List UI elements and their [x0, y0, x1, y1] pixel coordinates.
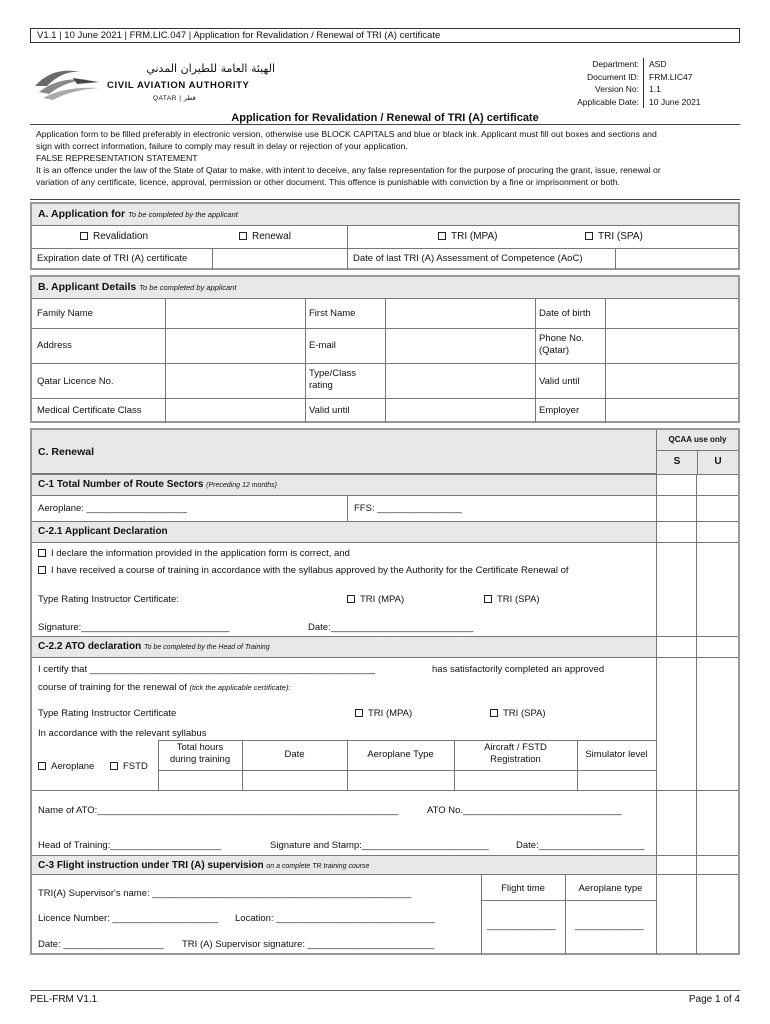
section-a-header	[32, 204, 738, 226]
supervisor-signature-field[interactable]: TRI (A) Supervisor signature: ________________________	[182, 939, 435, 950]
ato-date-field[interactable]: Date:____________________	[516, 840, 645, 851]
aeroplane-type-header-c3: Aeroplane type	[578, 883, 643, 894]
course-text	[38, 682, 290, 693]
tri-mpa-checkbox[interactable]	[438, 231, 497, 242]
licence-number-field[interactable]: Licence Number: ____________________	[38, 913, 219, 924]
caa-emblem-icon	[33, 64, 103, 102]
ato-number-field[interactable]: ATO No.______________________________	[427, 805, 622, 816]
aeroplane-sectors-field[interactable]: Aeroplane: ___________________	[38, 503, 187, 514]
tri-certificate-label-2: Type Rating Instructor Certificate	[38, 708, 177, 719]
c3-date-field[interactable]: Date: ___________________	[38, 939, 164, 950]
meta-value: 10 June 2021	[649, 96, 701, 107]
phone-label-line: (Qatar)	[539, 345, 570, 356]
type-label-line: rating	[309, 380, 333, 391]
qcaa-use-only	[656, 430, 738, 474]
renewal-checkbox[interactable]	[239, 231, 291, 242]
phone-label	[539, 333, 584, 357]
course-label: course of training for the renewal of	[38, 682, 187, 693]
aoc-label: Date of last TRI (A) Assessment of Competence (AoC)	[353, 253, 583, 264]
caa-logo	[33, 62, 273, 104]
section-note: To be completed by applicant	[139, 283, 237, 292]
valid-until-label: Valid until	[539, 376, 580, 387]
section-note: To be completed by the applicant	[128, 210, 238, 219]
checkbox-label: Revalidation	[93, 231, 149, 242]
heading-note: (Preceding 12 months)	[206, 482, 277, 489]
section-title: A. Application for	[38, 208, 126, 220]
document-meta	[567, 58, 719, 108]
head-of-training-field[interactable]: Head of Training:_____________________	[38, 840, 222, 851]
intro-line: FALSE REPRESENTATION STATEMENT	[36, 153, 198, 163]
type-rating-label	[309, 368, 356, 392]
tri-spa-checkbox[interactable]	[585, 231, 643, 242]
ato-name-field[interactable]: Name of ATO:_________________________________________________________	[38, 805, 399, 816]
c22-tri-mpa-checkbox[interactable]	[355, 708, 412, 719]
first-name-label: First Name	[309, 308, 356, 319]
meta-value: 1.1	[649, 84, 661, 94]
signature-stamp-field[interactable]: Signature and Stamp:________________________	[270, 840, 489, 851]
header-line: Total hours	[176, 742, 224, 753]
header-line: Registration	[490, 754, 541, 765]
meta-key: Document ID:	[567, 71, 644, 84]
revalidation-checkbox[interactable]	[80, 231, 148, 242]
footer-divider	[30, 990, 740, 991]
syllabus-text: In accordance with the relevant syllabus	[38, 728, 207, 739]
section-b	[30, 275, 740, 423]
tri-certificate-label: Type Rating Instructor Certificate:	[38, 594, 179, 605]
c1-heading	[38, 479, 277, 490]
location-field[interactable]: Location: ______________________________	[235, 913, 435, 924]
aoc-input[interactable]	[618, 249, 736, 269]
header-line: Aircraft / FSTD	[484, 742, 547, 753]
course-note: (tick the applicable certificate):	[189, 683, 291, 692]
meta-key: Department:	[567, 58, 644, 71]
dob-label: Date of birth	[539, 308, 591, 319]
declaration-checkbox-1[interactable]	[38, 548, 350, 559]
meta-key: Applicable Date:	[567, 96, 644, 109]
intro-line: It is an offence under the law of the State of Qatar to make, with intent to deceive, any false representation for the purpose of procuring the grant, issue, renewal or	[36, 165, 661, 175]
family-name-input[interactable]	[168, 301, 302, 327]
section-title: C. Renewal	[38, 446, 95, 458]
expiration-input[interactable]	[216, 249, 344, 269]
header-line: during training	[169, 754, 231, 765]
meta-value: FRM.LIC47	[649, 71, 693, 82]
email-label: E-mail	[309, 340, 336, 351]
phone-input[interactable]	[608, 330, 736, 362]
checkbox-label: I have received a course of training in accordance with the syllabus approved by the Authority for the Certificate Renewal of	[51, 565, 569, 576]
fstd-checkbox[interactable]	[110, 761, 148, 772]
heading-note: on a complete TR training course	[266, 863, 370, 870]
dob-input[interactable]	[608, 301, 736, 327]
expiration-label: Expiration date of TRI (A) certificate	[37, 253, 188, 264]
type-rating-input[interactable]	[388, 365, 532, 397]
family-name-label: Family Name	[37, 308, 93, 319]
licence-label: Qatar Licence No.	[37, 376, 114, 387]
email-input[interactable]	[388, 330, 532, 362]
registration-header	[454, 742, 577, 766]
qcaa-s-label: S	[673, 456, 681, 467]
certify-text: has satisfactorily completed an approved	[432, 664, 605, 675]
heading-text: C-1 Total Number of Route Sectors	[38, 479, 204, 490]
medical-valid-label: Valid until	[309, 405, 350, 416]
flight-time-header: Flight time	[501, 883, 545, 894]
c21-tri-mpa-checkbox[interactable]	[347, 594, 404, 605]
intro-line: sign with correct information, failure to comply may result in delay or rejection of your application.	[36, 141, 408, 151]
heading-text: C-2.2 ATO declaration	[38, 641, 142, 652]
c22-tri-spa-checkbox[interactable]	[490, 708, 546, 719]
checkbox-label: Renewal	[252, 231, 291, 242]
aeroplane-type-input[interactable]: _____________	[575, 920, 644, 931]
licence-input[interactable]	[168, 365, 302, 397]
flight-time-input[interactable]: _____________	[487, 920, 556, 931]
intro-line: variation of any certificate, licence, approval, permission or other document. This offence is punishable with conviction by a fine or imprisonment or both.	[36, 177, 620, 187]
meta-key: Version No:	[567, 83, 644, 96]
ffs-sectors-field[interactable]: FFS: ________________	[354, 503, 462, 514]
checkbox-label: Aeroplane	[51, 761, 95, 772]
intro-line: Application form to be filled preferably in electronic version, otherwise use BLOCK CAPITALS and blue or black ink. Applicant must fill out boxes and sections and	[36, 129, 657, 139]
section-b-header	[32, 277, 738, 299]
section-title: B. Applicant Details	[38, 281, 137, 293]
header-bar: V1.1 | 10 June 2021 | FRM.LIC.047 | Application for Revalidation / Renewal of TRI (A) certificate	[30, 28, 740, 43]
address-input[interactable]	[168, 330, 302, 362]
valid-until-input[interactable]	[608, 365, 736, 397]
medical-valid-input[interactable]	[388, 400, 532, 422]
simulator-header: Simulator level	[585, 749, 648, 760]
logo-english-text: CIVIL AVIATION AUTHORITY	[107, 80, 250, 91]
checkbox-label: TRI (MPA)	[360, 594, 405, 605]
checkbox-label: FSTD	[123, 761, 148, 772]
date-header: Date	[284, 749, 305, 760]
c21-heading: C-2.1 Applicant Declaration	[38, 526, 168, 537]
aeroplane-checkbox[interactable]	[38, 761, 94, 772]
intro-text	[30, 124, 740, 200]
checkbox-label: TRI (MPA)	[451, 231, 498, 242]
footer-page-number: Page 1 of 4	[688, 994, 740, 1005]
footer-form-id: PEL-FRM V1.1	[30, 994, 98, 1005]
qcaa-label: QCAA use only	[668, 435, 727, 444]
phone-label-line: Phone No.	[539, 333, 584, 344]
section-a	[30, 202, 740, 270]
checkbox-label: TRI (SPA)	[598, 231, 643, 242]
certify-name-field[interactable]: I certify that ______________________________________________________	[38, 664, 376, 675]
applicant-date-field[interactable]: Date:___________________________	[308, 622, 474, 633]
page-title: Application for Revalidation / Renewal of TRI (A) certificate	[231, 112, 539, 124]
checkbox-label: TRI (SPA)	[503, 708, 546, 719]
hours-header	[158, 742, 242, 766]
c3-heading	[38, 860, 369, 871]
aeroplane-type-header: Aeroplane Type	[367, 749, 434, 760]
logo-country-text: QATAR | قطر	[153, 95, 196, 102]
logo-arabic-text: الهيئة العامة للطيران المدني	[146, 62, 275, 75]
checkbox-label: TRI (MPA)	[368, 708, 413, 719]
medical-input[interactable]	[168, 400, 302, 422]
employer-input[interactable]	[608, 400, 736, 422]
c21-tri-spa-checkbox[interactable]	[484, 594, 540, 605]
checkbox-label: I declare the information provided in the application form is correct, and	[51, 548, 350, 559]
checkbox-label: TRI (SPA)	[497, 594, 540, 605]
applicant-signature-field[interactable]: Signature:____________________________	[38, 622, 230, 633]
heading-text: C-3 Flight instruction under TRI (A) supervision	[38, 860, 264, 871]
section-c	[30, 428, 740, 955]
qcaa-u-label: U	[714, 456, 722, 467]
medical-label: Medical Certificate Class	[37, 405, 142, 416]
first-name-input[interactable]	[388, 301, 532, 327]
heading-note: To be completed by the Head of Training	[143, 644, 270, 651]
type-label-line: Type/Class	[309, 368, 356, 379]
address-label: Address	[37, 340, 72, 351]
c22-heading	[38, 641, 270, 652]
declaration-checkbox-2[interactable]	[38, 565, 569, 576]
supervisor-name-field[interactable]: TRI(A) Supervisor's name: _________________________________________________	[38, 888, 412, 899]
employer-label: Employer	[539, 405, 580, 416]
section-c-header	[32, 430, 656, 474]
meta-value: ASD	[649, 59, 667, 69]
